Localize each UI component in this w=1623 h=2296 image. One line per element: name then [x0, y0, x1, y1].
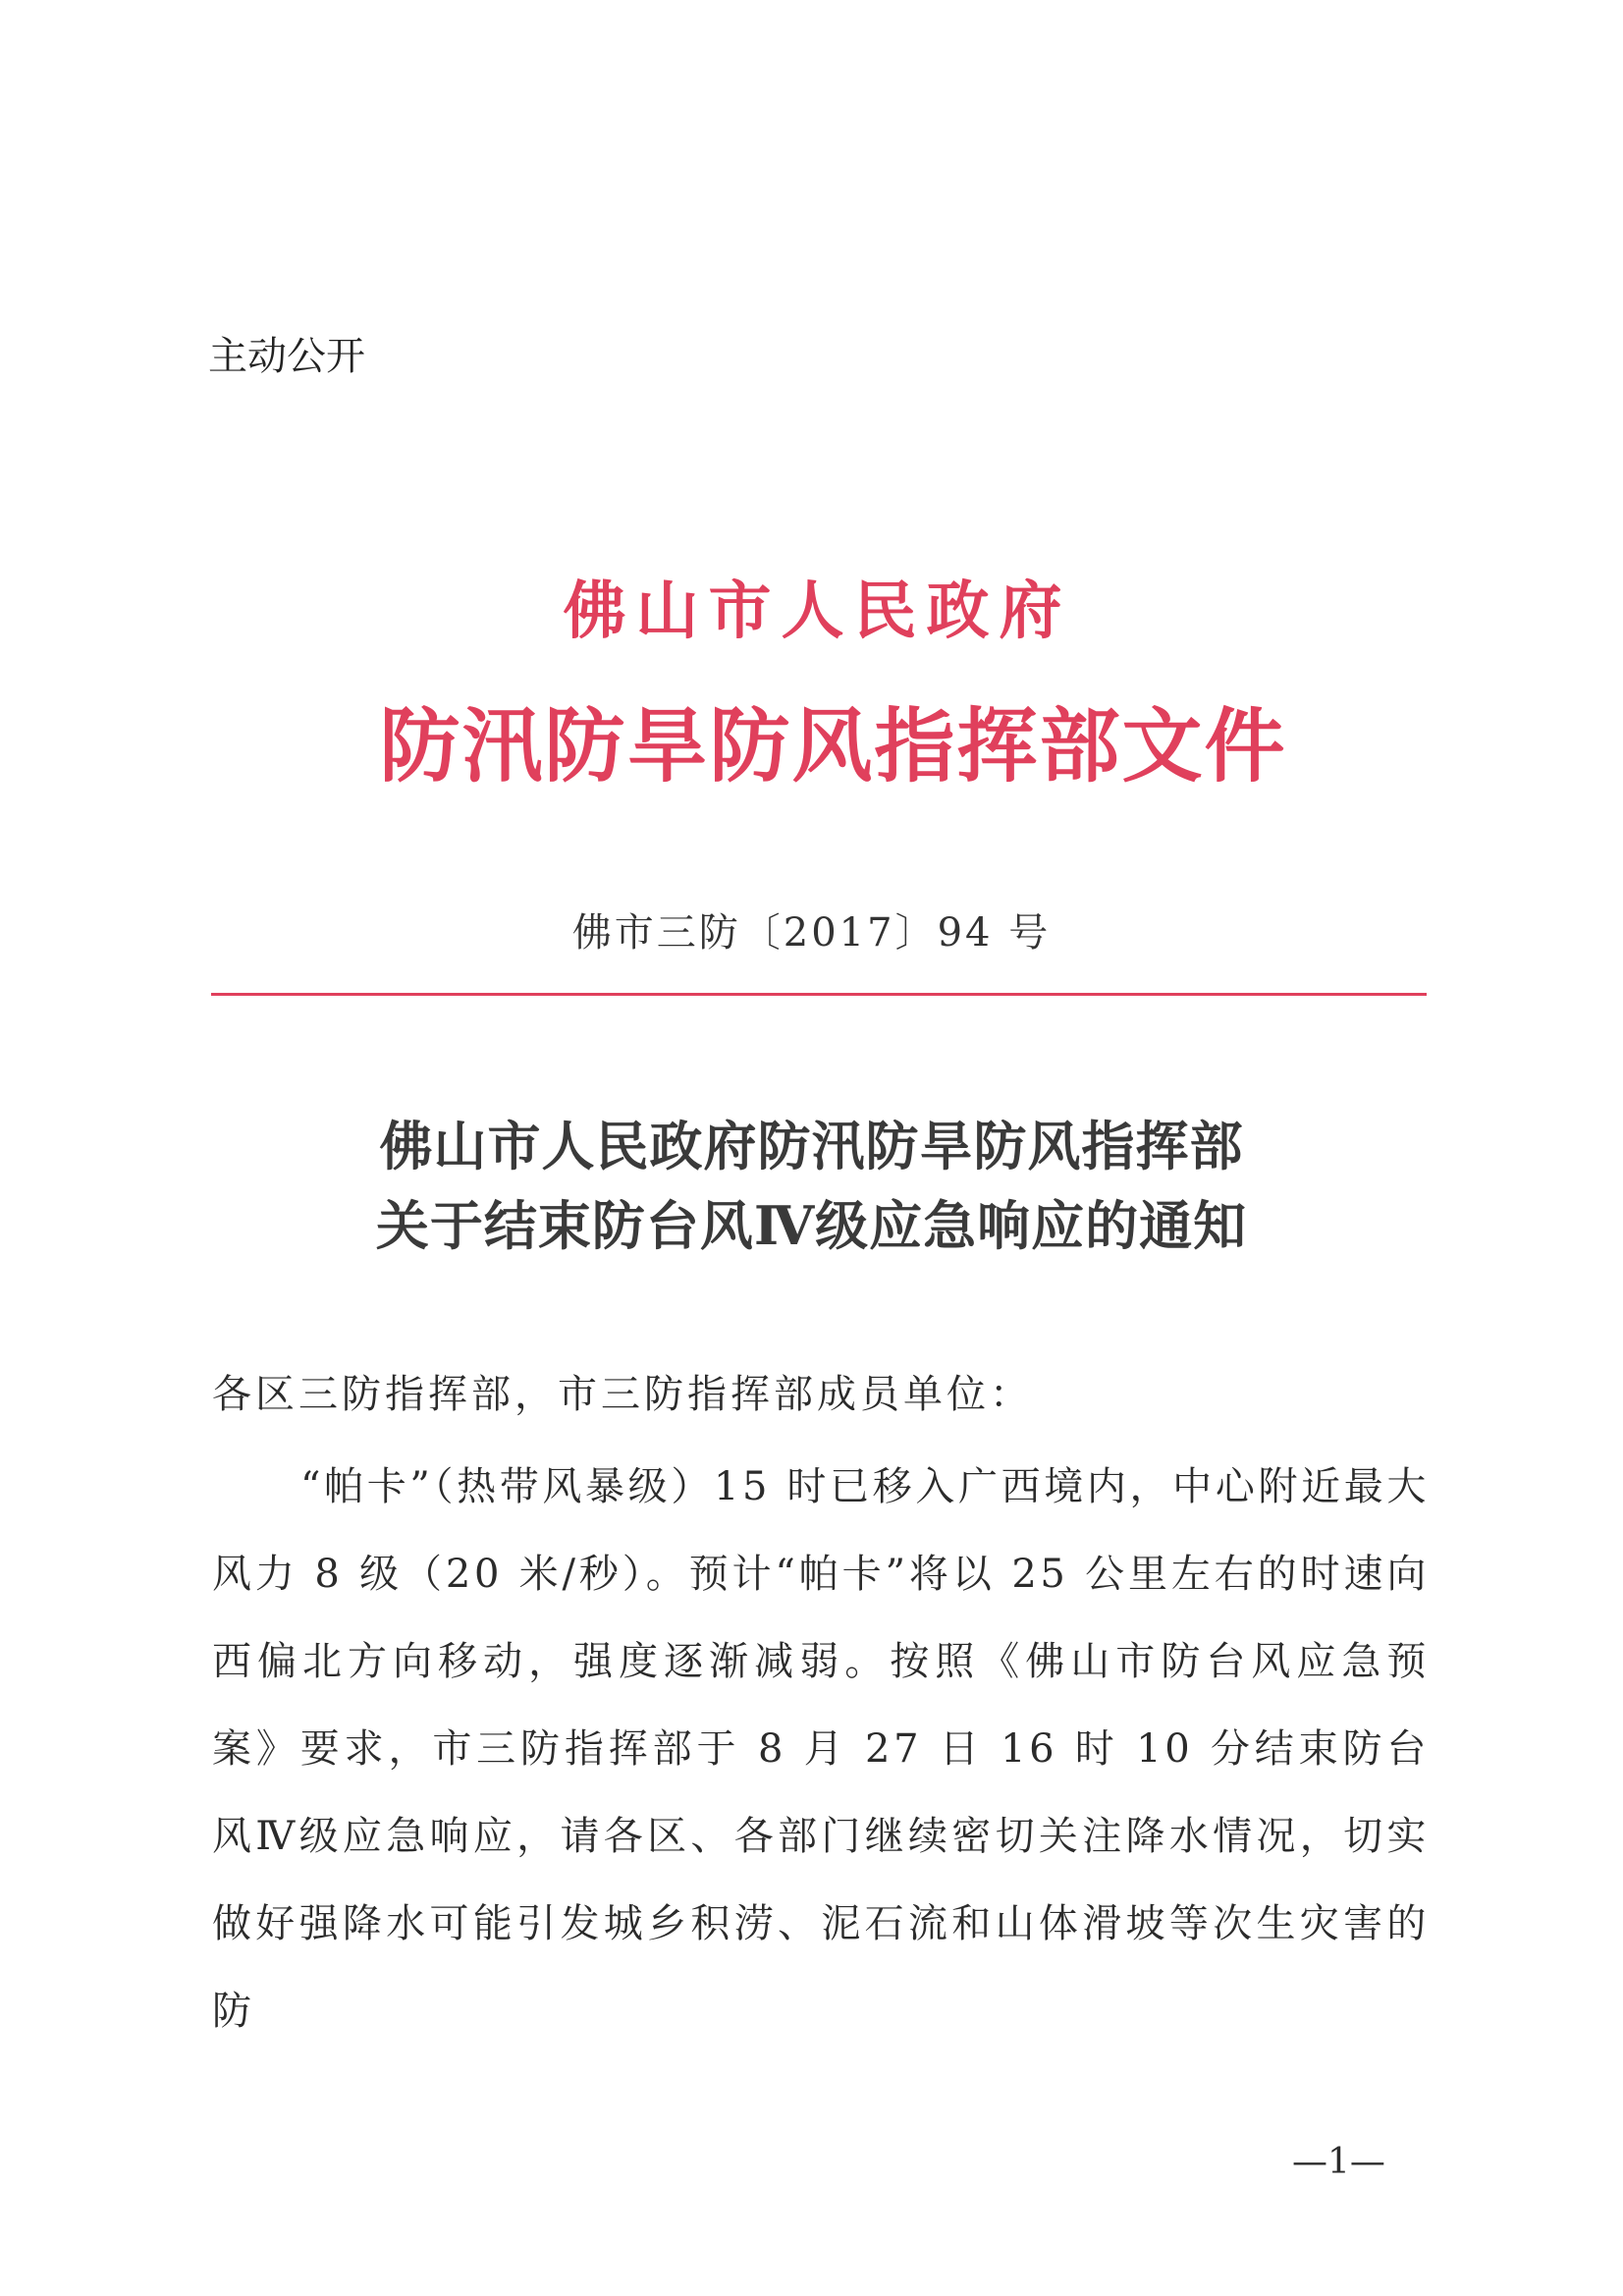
document-number: 佛市三防〔2017〕94 号 — [571, 910, 1052, 956]
disclosure-label: 主动公开 — [208, 334, 365, 379]
page-number: —1— — [1292, 2142, 1385, 2182]
issuer-name-line1: 佛山市人民政府 — [563, 574, 1072, 648]
body-paragraph: “帕卡”（热带风暴级）15 时已移入广西境内，中心附近最大风力 8 级（20 米/秒）。预计“帕卡”将以 25 公里左右的时速向西偏北方向移动，强度逐渐减弱。按照《佛山市防台风应急预案》要求，市三防指挥部于 8 月 27 日 16 时 10 分结束防台风Ⅳ级应急响应，请各区、各部门继续密切关注降水情况，切实做好强降水可能引发城乡积涝、泥石流和山体滑坡等次生灾害的防 — [212, 1464, 1430, 2034]
document-title-line2: 关于结束防台风Ⅳ级应急响应的通知 — [375, 1194, 1248, 1257]
issuer-name-line2: 防汛防旱防风指挥部文件 — [379, 699, 1287, 793]
document-title-line1: 佛山市人民政府防汛防旱防风指挥部 — [379, 1115, 1244, 1177]
red-separator-line — [211, 993, 1427, 996]
addressee: 各区三防指挥部，市三防指挥部成员单位： — [212, 1372, 1033, 1417]
